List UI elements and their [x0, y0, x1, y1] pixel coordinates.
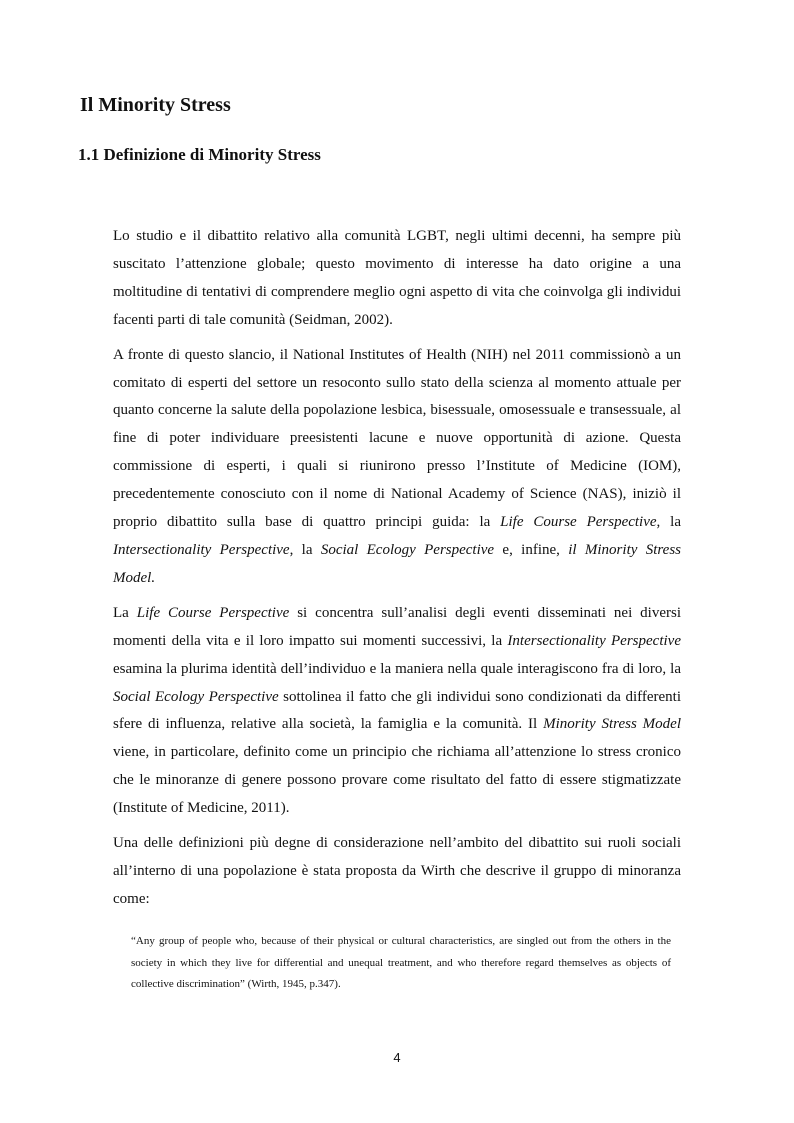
- section-title: 1.1 Definizione di Minority Stress: [78, 145, 321, 164]
- paragraph-2: A fronte di questo slancio, il National Institutes of Health (NIH) nel 2011 commissionò a un comitato di esperti del settore un resoconto sullo stato della scienza al momento attuale per quanto concerne la salute della popolazione lesbica, bisessuale, omosessuale e transessuale, al fine di poter individuare preesistenti lacune e nuove opportunità di azione. Questa commissione di esperti, i quali si riunirono presso l’Institute of Medicine (IOM), precedentemente conosciuto con il nome di National Academy of Science (NAS), iniziò il proprio dibattito sulla base di quattro principi guida: la Life Course Perspective, la Intersectionality Perspective, la Social Ecology Perspective e, infine, il Minority Stress Model.: [113, 346, 681, 586]
- chapter-title: Il Minority Stress: [80, 94, 231, 116]
- body-text: [113, 223, 681, 921]
- page-number: 4: [393, 1050, 401, 1065]
- block-quote: [131, 931, 671, 996]
- quote-text: “Any group of people who, because of their physical or cultural characteristics, are singled out from the others in the society in which they live for differential and unequal treatment, and who therefore regard themselves as objects of collective discrimination” (Wirth, 1945, p.347).: [131, 935, 671, 990]
- paragraph-4: Una delle definizioni più degne di considerazione nell’ambito del dibattito sui ruoli sociali all’interno di una popolazione è stata proposta da Wirth che descrive il gruppo di minoranza come:: [113, 835, 681, 907]
- paragraph-3: La Life Course Perspective si concentra sull’analisi degli eventi disseminati nei diversi momenti della vita e il loro impatto sui momenti successivi, la Intersectionality Perspective esamina la plurima identità dell’individuo e la maniera nella quale interagiscono fra di loro, la Social Ecology Perspective sottolinea il fatto che gli individui sono condizionati da differenti sfere di influenza, relative alla società, la famiglia e la comunità. Il Minority Stress Model viene, in particolare, definito come un principio che richiama all’attenzione lo stress cronico che le minoranze di genere possono provare come risultato del fatto di essere stigmatizzate (Institute of Medicine, 2011).: [113, 604, 682, 817]
- paragraph-1: Lo studio e il dibattito relativo alla comunità LGBT, negli ultimi decenni, ha sempre più suscitato l’attenzione globale; questo movimento di interesse ha dato origine a una moltitudine di tentativi di comprendere meglio ogni aspetto di vita che coinvolga gli individui facenti parti di tale comunità (Seidman, 2002).: [113, 228, 681, 328]
